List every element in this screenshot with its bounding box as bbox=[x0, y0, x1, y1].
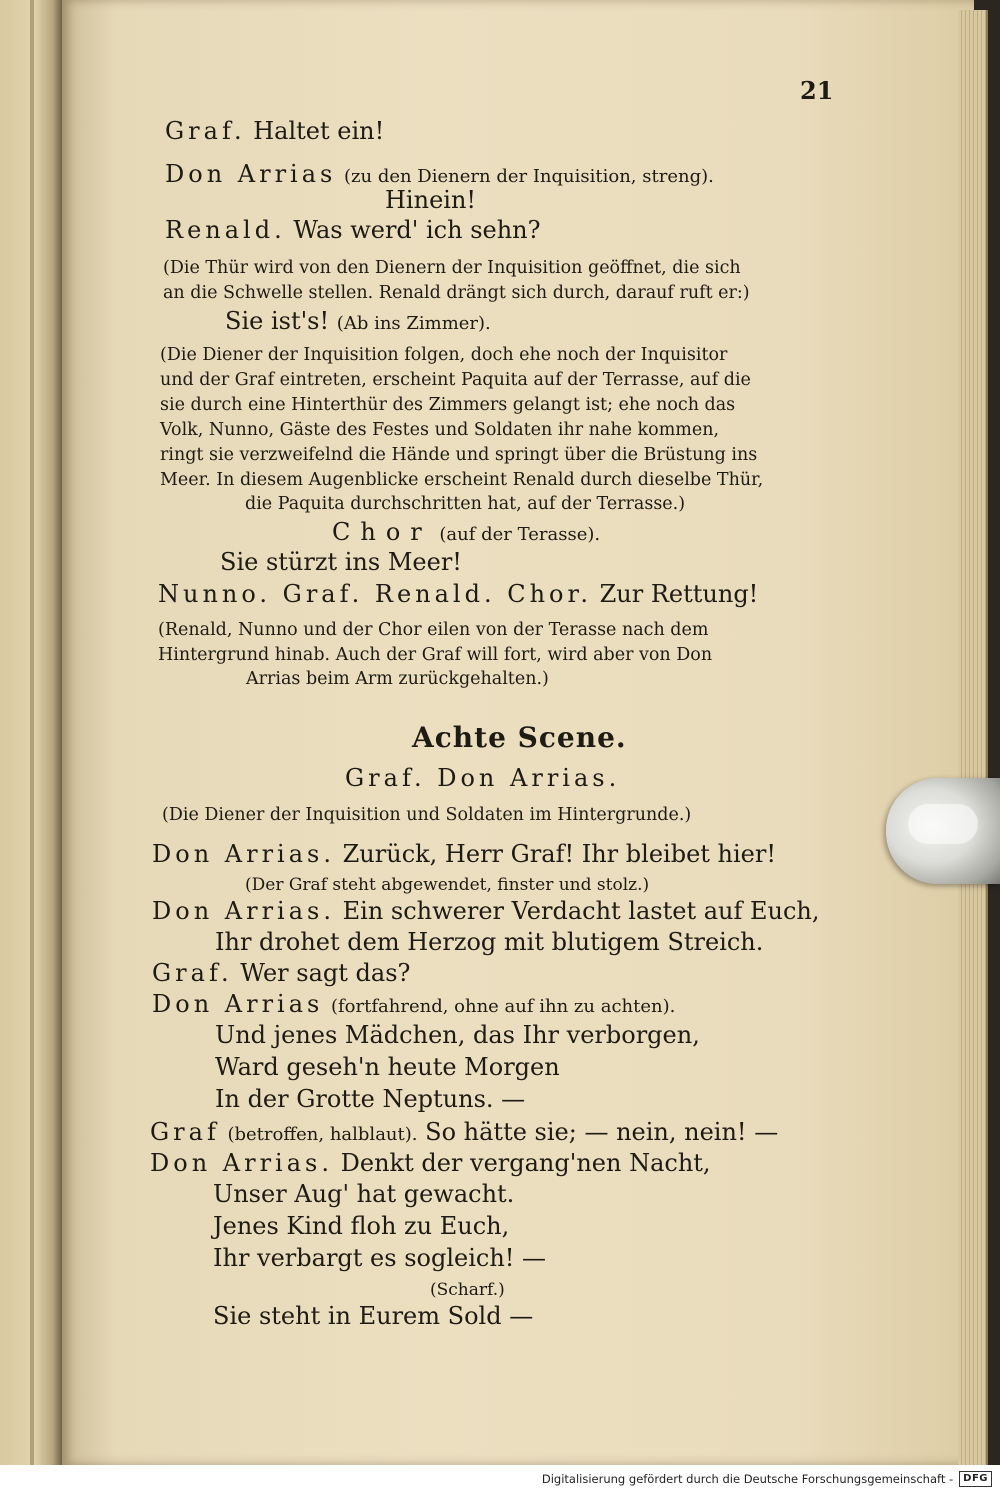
stage-direction: (Die Diener der Inquisition folgen, doch ehe noch der Inquisitor bbox=[160, 345, 728, 365]
dialogue-text: Haltet ein! bbox=[253, 117, 385, 145]
stage-direction: (Der Graf steht abgewendet, finster und stolz.) bbox=[245, 875, 650, 895]
stage-direction: Volk, Nunno, Gäste des Festes und Soldaten ihr nahe kommen, bbox=[160, 420, 720, 440]
dialogue-line bbox=[152, 897, 820, 925]
dialogue-text: Hinein! bbox=[385, 186, 477, 214]
dfg-logo: DFG bbox=[959, 1471, 992, 1487]
stage-direction: Hintergrund hinab. Auch der Graf will fort, wird aber von Don bbox=[158, 645, 713, 665]
stage-direction: (fortfahrend, ohne auf ihn zu achten). bbox=[331, 996, 676, 1017]
previous-page-edge bbox=[0, 0, 62, 1465]
dialogue-line bbox=[332, 518, 600, 546]
dialogue-line bbox=[158, 580, 758, 608]
page-clip bbox=[886, 778, 1000, 884]
stage-direction: Arrias beim Arm zurückgehalten.) bbox=[246, 669, 549, 689]
dialogue-line bbox=[152, 840, 776, 868]
verse-line: Unser Aug' hat gewacht. bbox=[213, 1180, 515, 1208]
dialogue-line bbox=[165, 117, 384, 145]
speaker-name: Graf. bbox=[165, 117, 246, 145]
speaker-name: Don Arrias bbox=[152, 990, 324, 1018]
speaker-name: Renald. bbox=[165, 216, 286, 244]
dialogue-text: Zurück, Herr Graf! Ihr bleibet hier! bbox=[342, 840, 776, 868]
scene-characters: Graf. Don Arrias. bbox=[345, 764, 621, 792]
speaker-name: Graf bbox=[150, 1118, 220, 1146]
stage-direction: Meer. In diesem Augenblicke erscheint Renald durch dieselbe Thür, bbox=[160, 470, 764, 490]
speaker-name: Don Arrias bbox=[165, 160, 337, 188]
footer-credit: Digitalisierung gefördert durch die Deutsche Forschungsgemeinschaft - bbox=[541, 1472, 954, 1486]
stage-direction: (auf der Terasse). bbox=[439, 524, 601, 545]
verse-line: Jenes Kind floh zu Euch, bbox=[213, 1212, 510, 1240]
speaker-name: Don Arrias. bbox=[152, 897, 335, 925]
speaker-name: Nunno. Graf. Renald. Chor. bbox=[158, 580, 592, 608]
stage-direction: (Ab ins Zimmer). bbox=[336, 313, 491, 334]
scene-heading: Achte Scene. bbox=[412, 721, 627, 754]
page-number: 21 bbox=[800, 76, 834, 105]
dialogue-text: Zur Rettung! bbox=[599, 580, 759, 608]
verse-line: Ward geseh'n heute Morgen bbox=[215, 1053, 560, 1081]
stage-direction: sie durch eine Hinterthür des Zimmers gelangt ist; ehe noch das bbox=[160, 395, 736, 415]
verse-line: Sie steht in Eurem Sold — bbox=[213, 1302, 534, 1330]
verse-line: Ihr verbargt es sogleich! — bbox=[213, 1244, 547, 1272]
dialogue-text: Sie ist's! bbox=[225, 307, 330, 335]
dialogue-text: Ihr drohet dem Herzog mit blutigem Streich. bbox=[215, 928, 764, 956]
verse-line: Und jenes Mädchen, das Ihr verborgen, bbox=[215, 1021, 700, 1049]
speaker-name: Graf. bbox=[152, 959, 233, 987]
dialogue-text: Denkt der vergang'nen Nacht, bbox=[340, 1149, 711, 1177]
stage-direction: und der Graf eintreten, erscheint Paquita auf der Terrasse, auf die bbox=[160, 370, 751, 390]
speaker-name: Don Arrias. bbox=[150, 1149, 333, 1177]
dialogue-line bbox=[150, 1149, 711, 1177]
dialogue-line bbox=[152, 959, 410, 987]
speaker-name: Don Arrias. bbox=[152, 840, 335, 868]
stage-direction: (Renald, Nunno und der Chor eilen von der Terasse nach dem bbox=[158, 620, 709, 640]
stage-direction: (betroffen, halblaut). bbox=[227, 1124, 418, 1145]
stage-direction: (Die Thür wird von den Dienern der Inquisition geöffnet, die sich bbox=[163, 258, 741, 278]
dialogue-text: Sie stürzt ins Meer! bbox=[220, 548, 462, 576]
dialogue-text: So hätte sie; — nein, nein! — bbox=[425, 1118, 779, 1146]
stage-direction: (Scharf.) bbox=[430, 1280, 505, 1300]
stage-direction: an die Schwelle stellen. Renald drängt sich durch, darauf ruft er:) bbox=[163, 283, 750, 303]
stage-direction: (zu den Dienern der Inquisition, streng). bbox=[344, 166, 714, 187]
dialogue-line bbox=[165, 160, 714, 188]
verse-line: In der Grotte Neptuns. — bbox=[215, 1085, 526, 1113]
dialogue-line bbox=[152, 990, 675, 1018]
dialogue-text: Wer sagt das? bbox=[240, 959, 411, 987]
digitization-footer bbox=[0, 1465, 1000, 1493]
dialogue-text: Ein schwerer Verdacht lastet auf Euch, bbox=[342, 897, 820, 925]
speaker-name: Chor bbox=[332, 518, 432, 546]
dialogue-line bbox=[165, 216, 541, 244]
dialogue-line bbox=[150, 1118, 778, 1146]
stage-direction: die Paquita durchschritten hat, auf der Terrasse.) bbox=[245, 494, 686, 514]
stage-direction: (Die Diener der Inquisition und Soldaten im Hintergrunde.) bbox=[162, 805, 692, 825]
dialogue-line bbox=[225, 307, 491, 335]
page-stack-edges bbox=[958, 10, 988, 1465]
stage-direction: ringt sie verzweifelnd die Hände und springt über die Brüstung ins bbox=[160, 445, 758, 465]
dialogue-text: Was werd' ich sehn? bbox=[293, 216, 541, 244]
